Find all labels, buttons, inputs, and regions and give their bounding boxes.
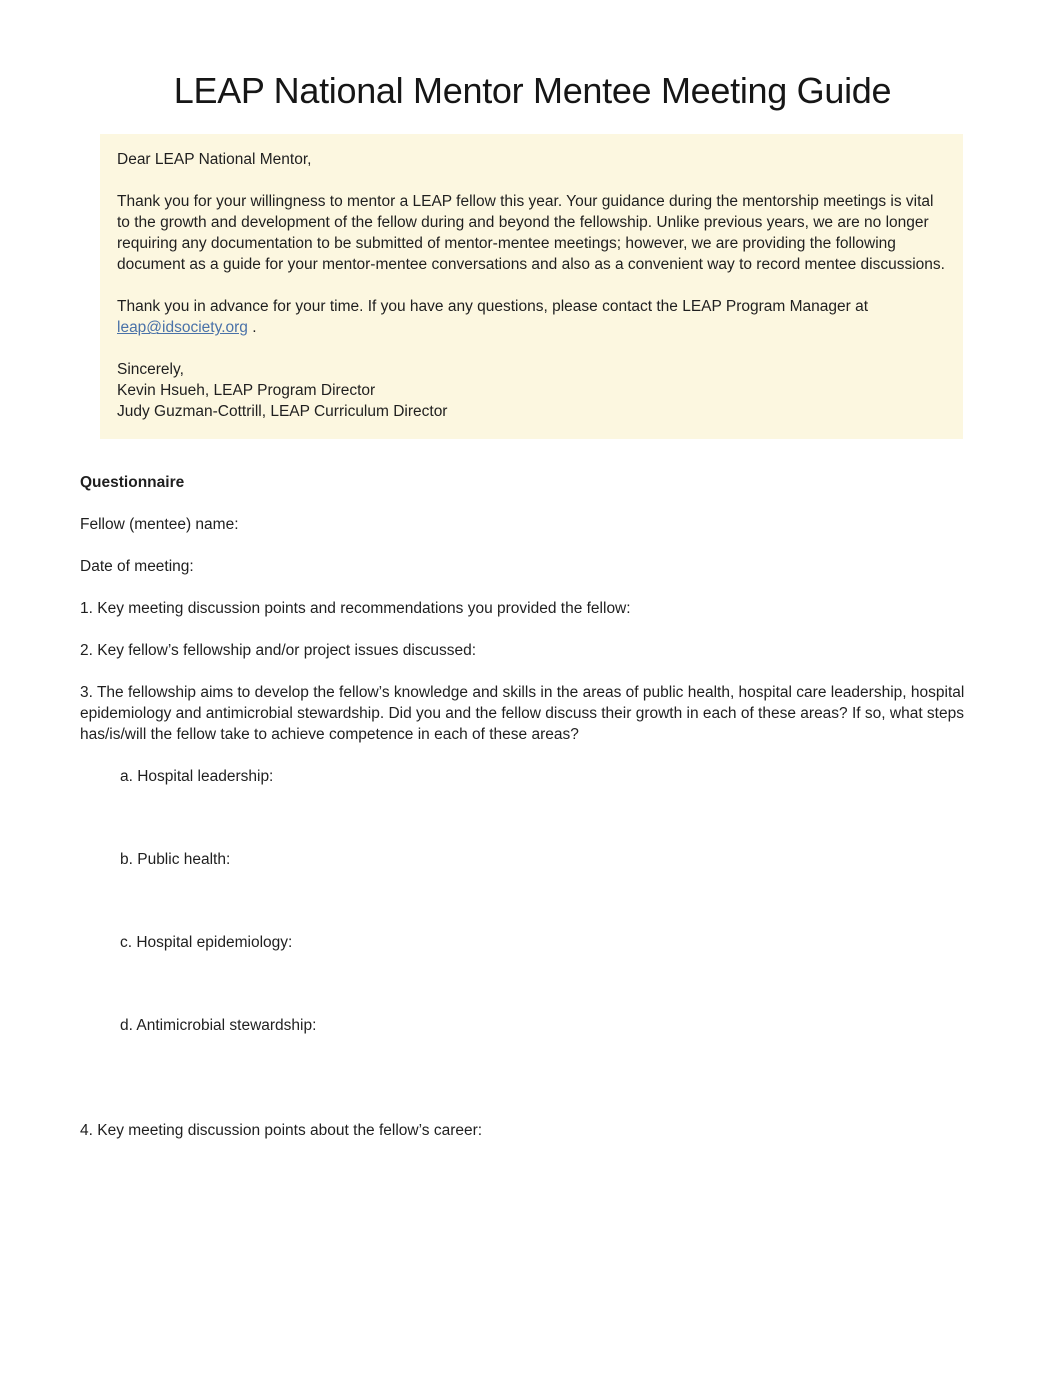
letter-body: Thank you for your willingness to mentor a LEAP fellow this year. Your guidance during the mentorship meetings is vital to the growth and development of the fellow during and beyond the fellowship. Unlike previous years, we are no longer requiring any documentation to be submitted of mentor-mentee meetings; however, we are providing the following document as a guide for your mentor-mentee conversations and also as a convenient way to record mentee discussions.: [117, 193, 945, 274]
signature-block: [117, 359, 945, 422]
letter-salutation: Dear LEAP National Mentor,: [117, 151, 312, 169]
question-1: 1. Key meeting discussion points and recommendations you provided the fellow:: [80, 600, 631, 618]
signatory-program-director: Kevin Hsueh, LEAP Program Director: [117, 382, 376, 400]
fellow-name-label: Fellow (mentee) name:: [80, 516, 239, 534]
meeting-date-label: Date of meeting:: [80, 558, 194, 576]
letter-closing: Sincerely,: [117, 361, 184, 379]
letter-contact-line: [117, 296, 945, 338]
question-4: 4. Key meeting discussion points about the fellow’s career:: [80, 1122, 483, 1140]
question-3-sub-c-hospital-epidemiology: c. Hospital epidemiology:: [120, 934, 293, 952]
question-3-sub-b-public-health: b. Public health:: [120, 851, 231, 869]
question-2: 2. Key fellow’s fellowship and/or project issues discussed:: [80, 642, 477, 660]
questionnaire-section: [80, 472, 985, 1141]
signatory-curriculum-director: Judy Guzman-Cottrill, LEAP Curriculum Director: [117, 403, 448, 421]
contact-text-before-link: Thank you in advance for your time. If you have any questions, please contact the LEAP Program Manager at: [117, 298, 869, 316]
question-3-sub-d-antimicrobial-stewardship: d. Antimicrobial stewardship:: [120, 1017, 317, 1035]
question-3: 3. The fellowship aims to develop the fellow’s knowledge and skills in the areas of public health, hospital care leadership, hospital epidemiology and antimicrobial stewardship. Did you and the fellow discuss their growth in each of these areas? If so, what steps has/is/will the fellow take to achieve competence in each of these areas?: [80, 684, 965, 744]
questionnaire-heading: Questionnaire: [80, 474, 185, 492]
email-link[interactable]: leap@idsociety.org: [117, 319, 248, 337]
intro-letter-box: [100, 134, 963, 439]
contact-text-after-link: .: [247, 319, 257, 337]
page-title: LEAP National Mentor Mentee Meeting Guide: [173, 70, 892, 111]
question-3-sub-a-hospital-leadership: a. Hospital leadership:: [120, 768, 274, 786]
